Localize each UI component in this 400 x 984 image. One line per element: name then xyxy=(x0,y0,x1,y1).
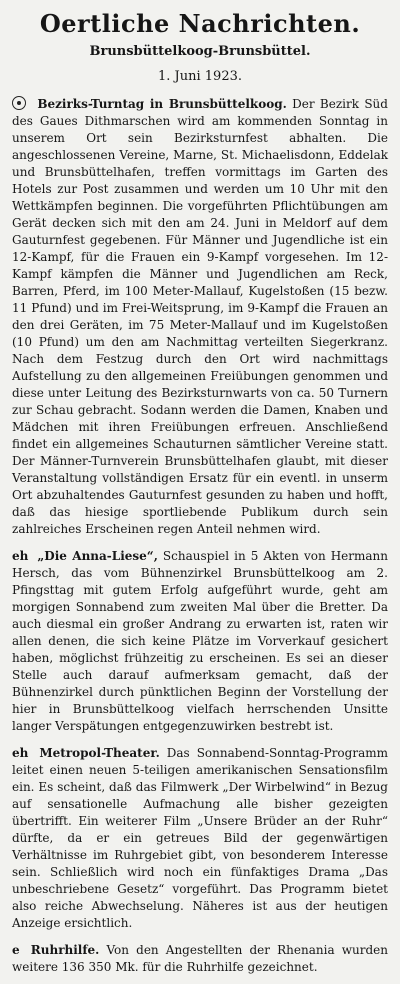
article-body: Schauspiel in 5 Akten von Hermann Hersch, das vom Bühnenzirkel Brunsbüttelkoog am 2. Pfingsttag mit gutem Erfolg aufgeführt wurde, geht am morgigen Sonnabend zum zweiten Mal über die Bretter. Da auch diesmal ein großer Andrang zu erwarten ist, raten wir allen denen, die sich keine Plätze im Vorverkauf gesichert haben, möglichst frühzeitig zu erscheinen. Es sei an dieser Stelle auch darauf aufmerksam gemacht, daß der Bühnenzirkel durch pünktlichen Beginn der Vorstellung der hier in Brunsbüttelkoog vielfach herrschenden Unsitte langer Verspätungen entgegenzuwirken bestrebt ist. xyxy=(12,549,388,733)
article-lead: „Die Anna-Liese“, xyxy=(37,549,158,563)
article-anna-liese xyxy=(12,548,388,735)
article-body: Das Sonnabend-Sonntag-Programm leitet einen neuen 5-teiligen amerikanischen Sensationsfilm ein. Es scheint, daß das Filmwerk „Der Wirbelwind“ in Bezug auf sensationelle Aufmachung alle bisher gezeigten übertrifft. Ein weiterer Film „Unsere Brüder an der Ruhr“ dürfte, da er ein getreues Bild der gegenwärtigen Verhältnisse im Ruhrgebiet gibt, von besonderem Interesse sein. Schließlich wird noch ein fünfaktiges Drama „Das unbeschriebene Gesetz“ vorgeführt. Das Programm bietet also reiche Abwechselung. Näheres ist aus der heutigen Anzeige ersichtlich. xyxy=(12,746,388,930)
article-prefix: eh xyxy=(12,549,29,563)
article-lead: Bezirks-Turntag in Brunsbüttelkoog. xyxy=(37,97,287,111)
dateline: 1. Juni 1923. xyxy=(158,69,242,84)
page-title: Oertliche Nachrichten. xyxy=(39,9,361,38)
article-metropol-theater xyxy=(12,745,388,932)
article-lead: Metropol-Theater. xyxy=(39,746,160,760)
bullet-marker-icon xyxy=(12,96,26,110)
article-turntag xyxy=(12,96,388,538)
article-prefix: e xyxy=(12,943,20,957)
masthead xyxy=(12,10,388,84)
article-body: Von den Angestellten der Rhenania wurden weitere 136 350 Mk. für die Ruhrhilfe gezeichnet. xyxy=(12,943,388,974)
article-body: Der Bezirk Süd des Gaues Dithmarschen wird am kommenden Sonntag in unserem Ort sein Bezirksturnfest abhalten. Die angeschlossenen Vereine, Marne, St. Michaelisdonn, Eddelak und Brunsbüttelhafen, treffen vormittags im Garten des Hotels zur Post zusammen und werden um 10 Uhr mit den Wettkämpfen beginnen. Die vorgeführten Pflichtübungen am Gerät decken sich mit den am 24. Juni in Meldorf auf dem Gauturnfest gegebenen. Für Männer und Jugendliche ist ein 12-Kampf, für die Frauen ein 9-Kampf vorgesehen. Im 12-Kampf kämpfen die Männer und Jugendlichen am Reck, Barren, Pferd, im 100 Meter-Mallauf, Kugelstoßen (15 bezw. 11 Pfund) und im Frei-Weitsprung, im 9-Kampf die Frauen an den drei Geräten, im 75 Meter-Mallauf und im Kugelstoßen (10 Pfund) um den am Nachmittag verteilten Siegerkranz. Nach dem Festzug durch den Ort wird nachmittags Aufstellung zu den allgemeinen Freiübungen genommen und diese unter Leitung des Bezirksturnwarts von ca. 50 Turnern zur Schau gebracht. Sodann werden die Damen, Knaben und Mädchen mit ihren Freiübungen erfreuen. Anschließend findet ein allgemeines Schauturnen sämtlicher Vereine statt. Der Männer-Turnverein Brunsbüttelhafen glaubt, mit dieser Veranstaltung vollständigen Ersatz für ein eventl. in unserm Ort abzuhaltendes Gauturnfest gesunden zu haben und hofft, daß das hiesige sportliebende Publikum durch sein zahlreiches Erscheinen regen Anteil nehmen wird. xyxy=(12,97,388,536)
article-prefix: eh xyxy=(12,746,29,760)
section-subtitle: Brunsbüttelkoog-Brunsbüttel. xyxy=(89,44,311,59)
article-list xyxy=(12,96,388,976)
article-ruhrhilfe xyxy=(12,942,388,976)
article-lead: Ruhrhilfe. xyxy=(30,943,100,957)
